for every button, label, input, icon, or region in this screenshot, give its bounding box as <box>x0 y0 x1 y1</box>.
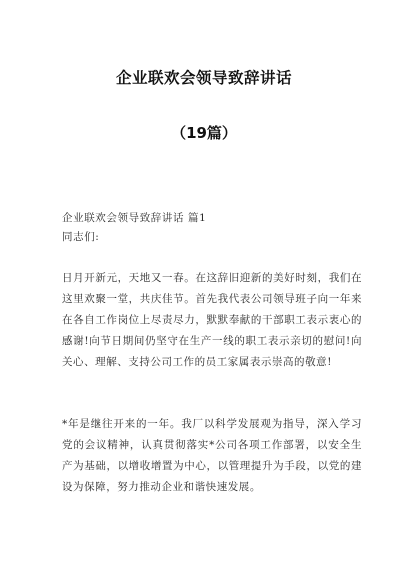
document-title: 企业联欢会领导致辞讲话 <box>115 69 292 87</box>
section-heading: 企业联欢会领导致辞讲话 篇1 <box>62 212 207 224</box>
salutation: 同志们: <box>62 231 100 243</box>
document-count: （19篇） <box>171 124 237 142</box>
paragraph-2: *年是继往开来的一年。我厂以科学发展观为指导，深入学习党的会议精神，认真贯彻落实*公司各项工作部署，以安全生产为基础，以增收增置为中心，以管理提升为手段，以党的建设为保障，努力推动企业和谐快速发展。 <box>62 418 362 493</box>
paragraph-1: 日月开新元，天地又一春。在这辞旧迎新的美好时刻，我们在这里欢聚一堂，共庆佳节。首先我代表公司领导班子向一年来在各自工作岗位上尽责尽力，默默奉献的干部职工表示衷心的感谢!向节日期间仍坚守在生产一线的职工表示亲切的慰问!向关心、理解、支持公司工作的员工家属表示崇高的敬意! <box>62 272 362 368</box>
